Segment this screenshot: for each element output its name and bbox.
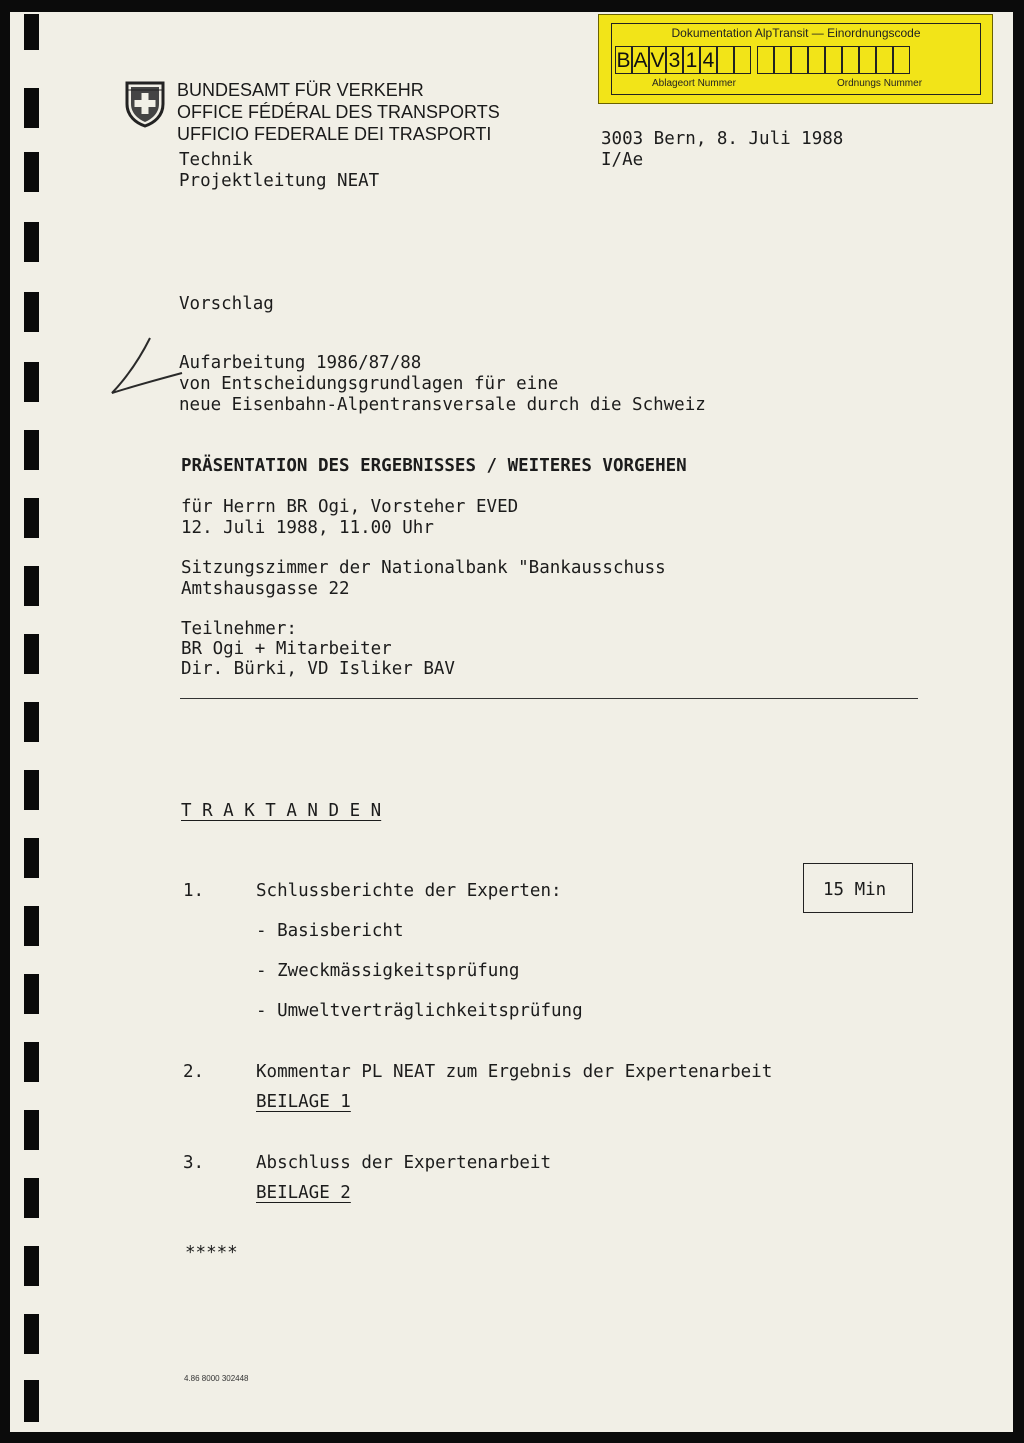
reference: I/Ae bbox=[601, 150, 644, 170]
agenda-item-3-attachment: BEILAGE 2 bbox=[256, 1183, 351, 1203]
agenda-title: T R A K T A N D E N bbox=[181, 801, 382, 821]
code-cell: A bbox=[632, 46, 649, 74]
classification-stamp bbox=[598, 14, 993, 104]
stamp-title: Dokumentation AlpTransit — Einordnungscode bbox=[671, 26, 921, 40]
code-cell: 4 bbox=[700, 46, 717, 74]
stamp-code-cells bbox=[615, 46, 910, 74]
code-cell: V bbox=[649, 46, 666, 74]
code-cell bbox=[717, 46, 734, 74]
code-cell bbox=[791, 46, 808, 74]
agenda-item-1-number: 1. bbox=[183, 881, 205, 901]
code-cell bbox=[859, 46, 876, 74]
stamp-label-left: Ablageort Nummer bbox=[652, 78, 736, 89]
agenda-subitem: - Basisbericht bbox=[256, 921, 404, 941]
agenda-subitem: - Zweckmässigkeitsprüfung bbox=[256, 961, 520, 981]
office-name-de: BUNDESAMT FÜR VERKEHR bbox=[177, 80, 424, 100]
swiss-shield-logo bbox=[124, 80, 166, 128]
document-page bbox=[10, 12, 1013, 1432]
location-line-2: Amtshausgasse 22 bbox=[181, 579, 350, 599]
agenda-item-3-number: 3. bbox=[183, 1153, 205, 1173]
code-cell bbox=[876, 46, 893, 74]
code-cell: B bbox=[615, 46, 632, 74]
meeting-datetime: 12. Juli 1988, 11.00 Uhr bbox=[181, 518, 434, 538]
subject-line-1: Aufarbeitung 1986/87/88 bbox=[179, 353, 422, 373]
agenda-item-3-text: Abschluss der Expertenarbeit bbox=[256, 1153, 552, 1173]
agenda-item-2-text: Kommentar PL NEAT zum Ergebnis der Expertenarbeit bbox=[256, 1062, 773, 1082]
document-type: Vorschlag bbox=[179, 294, 274, 314]
location-line-1: Sitzungszimmer der Nationalbank "Bankausschuss bbox=[181, 558, 666, 578]
agenda-item-2-attachment: BEILAGE 1 bbox=[256, 1092, 351, 1112]
code-cell bbox=[757, 46, 774, 74]
handwritten-check-mark bbox=[108, 336, 188, 398]
divider bbox=[180, 698, 918, 699]
agenda-item-1-duration: 15 Min bbox=[823, 880, 887, 900]
code-cell bbox=[808, 46, 825, 74]
office-name-it: UFFICIO FEDERALE DEI TRASPORTI bbox=[177, 124, 492, 144]
presentation-heading: PRÄSENTATION DES ERGEBNISSES / WEITERES VORGEHEN bbox=[181, 456, 687, 476]
code-cell: 1 bbox=[683, 46, 700, 74]
code-cell bbox=[734, 46, 751, 74]
agenda-item-1-text: Schlussberichte der Experten: bbox=[256, 881, 562, 901]
code-cell bbox=[842, 46, 859, 74]
unit: Projektleitung NEAT bbox=[179, 171, 380, 191]
place-date: 3003 Bern, 8. Juli 1988 bbox=[601, 129, 844, 149]
code-cell bbox=[825, 46, 842, 74]
agenda-item-2-number: 2. bbox=[183, 1062, 205, 1082]
end-marker: ***** bbox=[185, 1243, 238, 1263]
code-cell bbox=[774, 46, 791, 74]
code-cell: 3 bbox=[666, 46, 683, 74]
stamp-label-right: Ordnungs Nummer bbox=[837, 78, 923, 89]
subject-line-2: von Entscheidungsgrundlagen für eine bbox=[179, 374, 559, 394]
department: Technik bbox=[179, 150, 253, 170]
agenda-subitem: - Umweltverträglichkeitsprüfung bbox=[256, 1001, 583, 1021]
subject-line-3: neue Eisenbahn-Alpentransversale durch die Schweiz bbox=[179, 395, 706, 415]
code-cell bbox=[893, 46, 910, 74]
recipient-line: für Herrn BR Ogi, Vorsteher EVED bbox=[181, 497, 519, 517]
participants-line-1: BR Ogi + Mitarbeiter bbox=[181, 639, 392, 659]
office-name-fr: OFFICE FÉDÉRAL DES TRANSPORTS bbox=[177, 102, 500, 122]
form-code: 4.86 8000 302448 bbox=[184, 1374, 249, 1383]
participants-label: Teilnehmer: bbox=[181, 619, 297, 639]
participants-line-2: Dir. Bürki, VD Isliker BAV bbox=[181, 659, 455, 679]
